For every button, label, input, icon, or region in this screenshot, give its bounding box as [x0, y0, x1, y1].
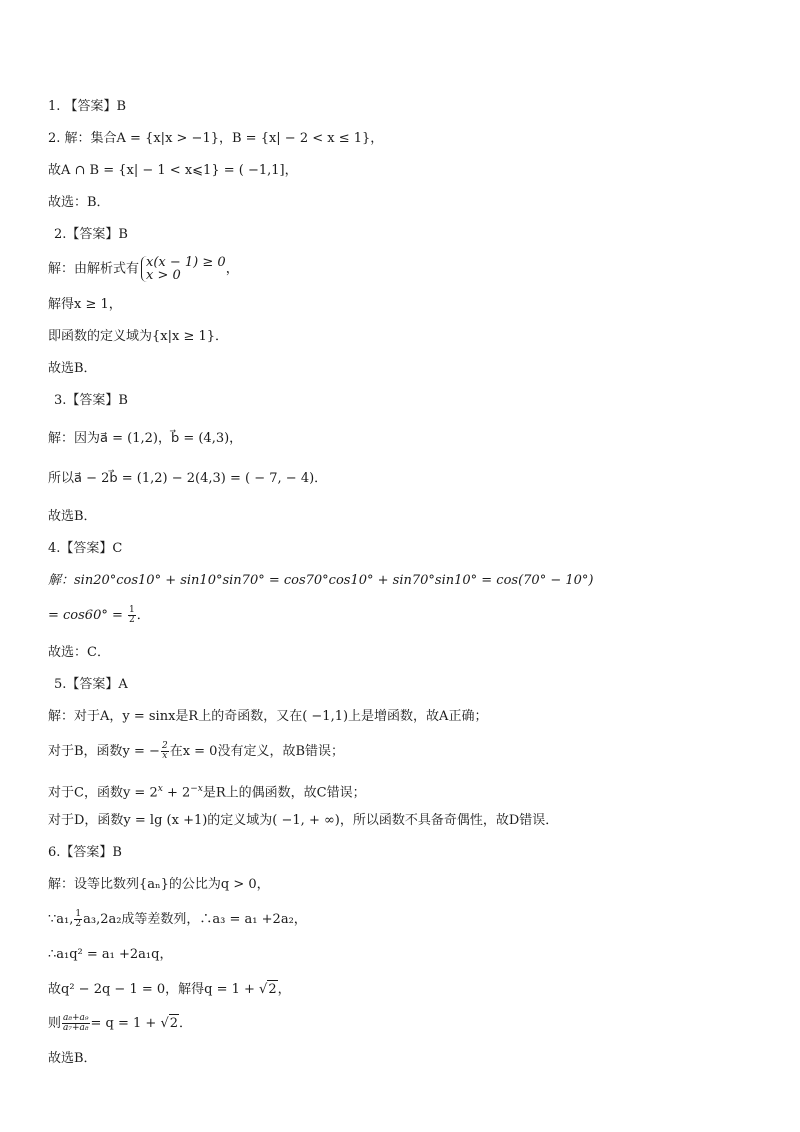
- fraction-denominator: a₇+a₈: [63, 1023, 89, 1033]
- solution-3-vectors: 解：因为a⃗ = (1,2)，b⃗ = (4,3)，: [48, 431, 243, 446]
- sqrt-radicand: 2: [268, 982, 277, 997]
- solution-2b-result: 解得x ≥ 1，: [48, 297, 122, 312]
- solution-5-option-b: [48, 742, 344, 761]
- fraction-numerator: 1: [129, 605, 135, 615]
- solution-5-option-a: 解：对于A，y = sinx是R上的奇函数，又在( −1,1)上是增函数，故A正确；: [48, 709, 488, 724]
- system-row-2: x > 0: [146, 268, 181, 283]
- fraction-numerator: a₈+a₉: [63, 1013, 89, 1023]
- ratio-prefix: 则: [48, 1016, 62, 1031]
- fraction-denominator: x: [162, 751, 168, 761]
- cos60-expression: = cos60° =: [48, 608, 123, 623]
- fraction-one-half: [128, 606, 136, 625]
- solution-4-line-1: 解：sin20°cos10° + sin10°sin70° = cos70°cos10° + sin70°sin10° = cos(70° − 10°): [48, 573, 594, 588]
- answer-1-label: 1. 【答案】B: [48, 99, 127, 114]
- answer-6-label: 6.【答案】B: [48, 845, 122, 860]
- line-end-comma: ，: [277, 982, 291, 997]
- solution-2b-domain: 即函数的定义域为{x|x ≥ 1}．: [48, 329, 229, 344]
- solution-4-line-2: [48, 606, 150, 625]
- option-c-suffix: 是R上的偶函数，故C错误；: [202, 785, 366, 801]
- system-row-1: x(x − 1) ≥ 0: [146, 255, 226, 270]
- fraction-one-half: [74, 910, 82, 929]
- answer-5-label: 5.【答案】A: [54, 677, 128, 692]
- system-comma: ，: [225, 261, 239, 277]
- solution-5-option-d: 对于D，函数y = lg (x +1)的定义域为( −1, + ∞)，所以函数不具备奇偶性，故D错误．: [48, 813, 559, 828]
- solution-3-choice: 故选B．: [48, 509, 97, 524]
- system-intro-text: 解：由解析式有: [48, 261, 140, 277]
- option-b-prefix: 对于B，函数y = −: [48, 744, 160, 759]
- fraction-denominator: 2: [75, 919, 82, 929]
- option-b-suffix: 在x = 0没有定义，故B错误；: [169, 744, 345, 759]
- solution-2-line-2: 故A ∩ B = {x| − 1 < x⩽1} = ( −1,1]，: [48, 163, 298, 178]
- arith-seq-suffix: a₃,2a₂成等差数列，∴a₃ = a₁ +2a₂，: [83, 912, 307, 927]
- solution-2b-choice: 故选B．: [48, 361, 97, 376]
- answer-4-label: 4.【答案】C: [48, 541, 123, 556]
- solution-3-compute: 所以a⃗ − 2b⃗ = (1,2) − 2(4,3) = ( − 7, − 4)．: [48, 471, 328, 486]
- sqrt-radicand: 2: [169, 1016, 179, 1031]
- option-c-middle: + 2: [162, 785, 191, 801]
- fraction-numerator: 1: [75, 909, 82, 919]
- solution-5-option-c: [48, 780, 366, 802]
- solution-6-line-2: [48, 910, 307, 929]
- fraction-denominator: 2: [129, 615, 135, 625]
- ratio-equals: = q = 1 + √: [90, 1016, 169, 1031]
- line-end-period: ．: [179, 1016, 193, 1031]
- solution-6-line-3: ∴a₁q² = a₁ +2a₁q，: [48, 947, 173, 962]
- solution-2b-system-line: [48, 256, 239, 282]
- line-end-period: ．: [136, 608, 150, 623]
- solution-2-line-1: 2. 解：集合A = {x|x > −1}，B = {x| − 2 < x ≤ 1}，: [48, 131, 384, 146]
- fraction-numerator: 2: [161, 741, 168, 751]
- solution-6-line-1: 解：设等比数列{aₙ}的公比为q > 0，: [48, 877, 270, 892]
- fraction-2-over-x: [161, 742, 169, 761]
- answer-2-label: 2.【答案】B: [54, 227, 128, 242]
- quadratic-text: 故q² − 2q − 1 = 0，解得q = 1 + √: [48, 982, 268, 997]
- exponent-neg-x: −x: [190, 784, 203, 794]
- exponent-x: x: [157, 784, 163, 794]
- inequality-system: [141, 256, 226, 282]
- solution-4-choice: 故选：C．: [48, 645, 110, 660]
- fraction-ratio: [62, 1014, 90, 1033]
- solution-2-choice: 故选：B．: [48, 195, 110, 210]
- solution-6-choice: 故选B．: [48, 1051, 97, 1066]
- answer-3-label: 3.【答案】B: [54, 393, 128, 408]
- solution-6-line-4: [48, 980, 291, 999]
- option-c-prefix: 对于C，函数y = 2: [48, 785, 158, 801]
- solution-6-line-5: [48, 1014, 192, 1033]
- arith-seq-prefix: ∵a₁,: [48, 912, 74, 927]
